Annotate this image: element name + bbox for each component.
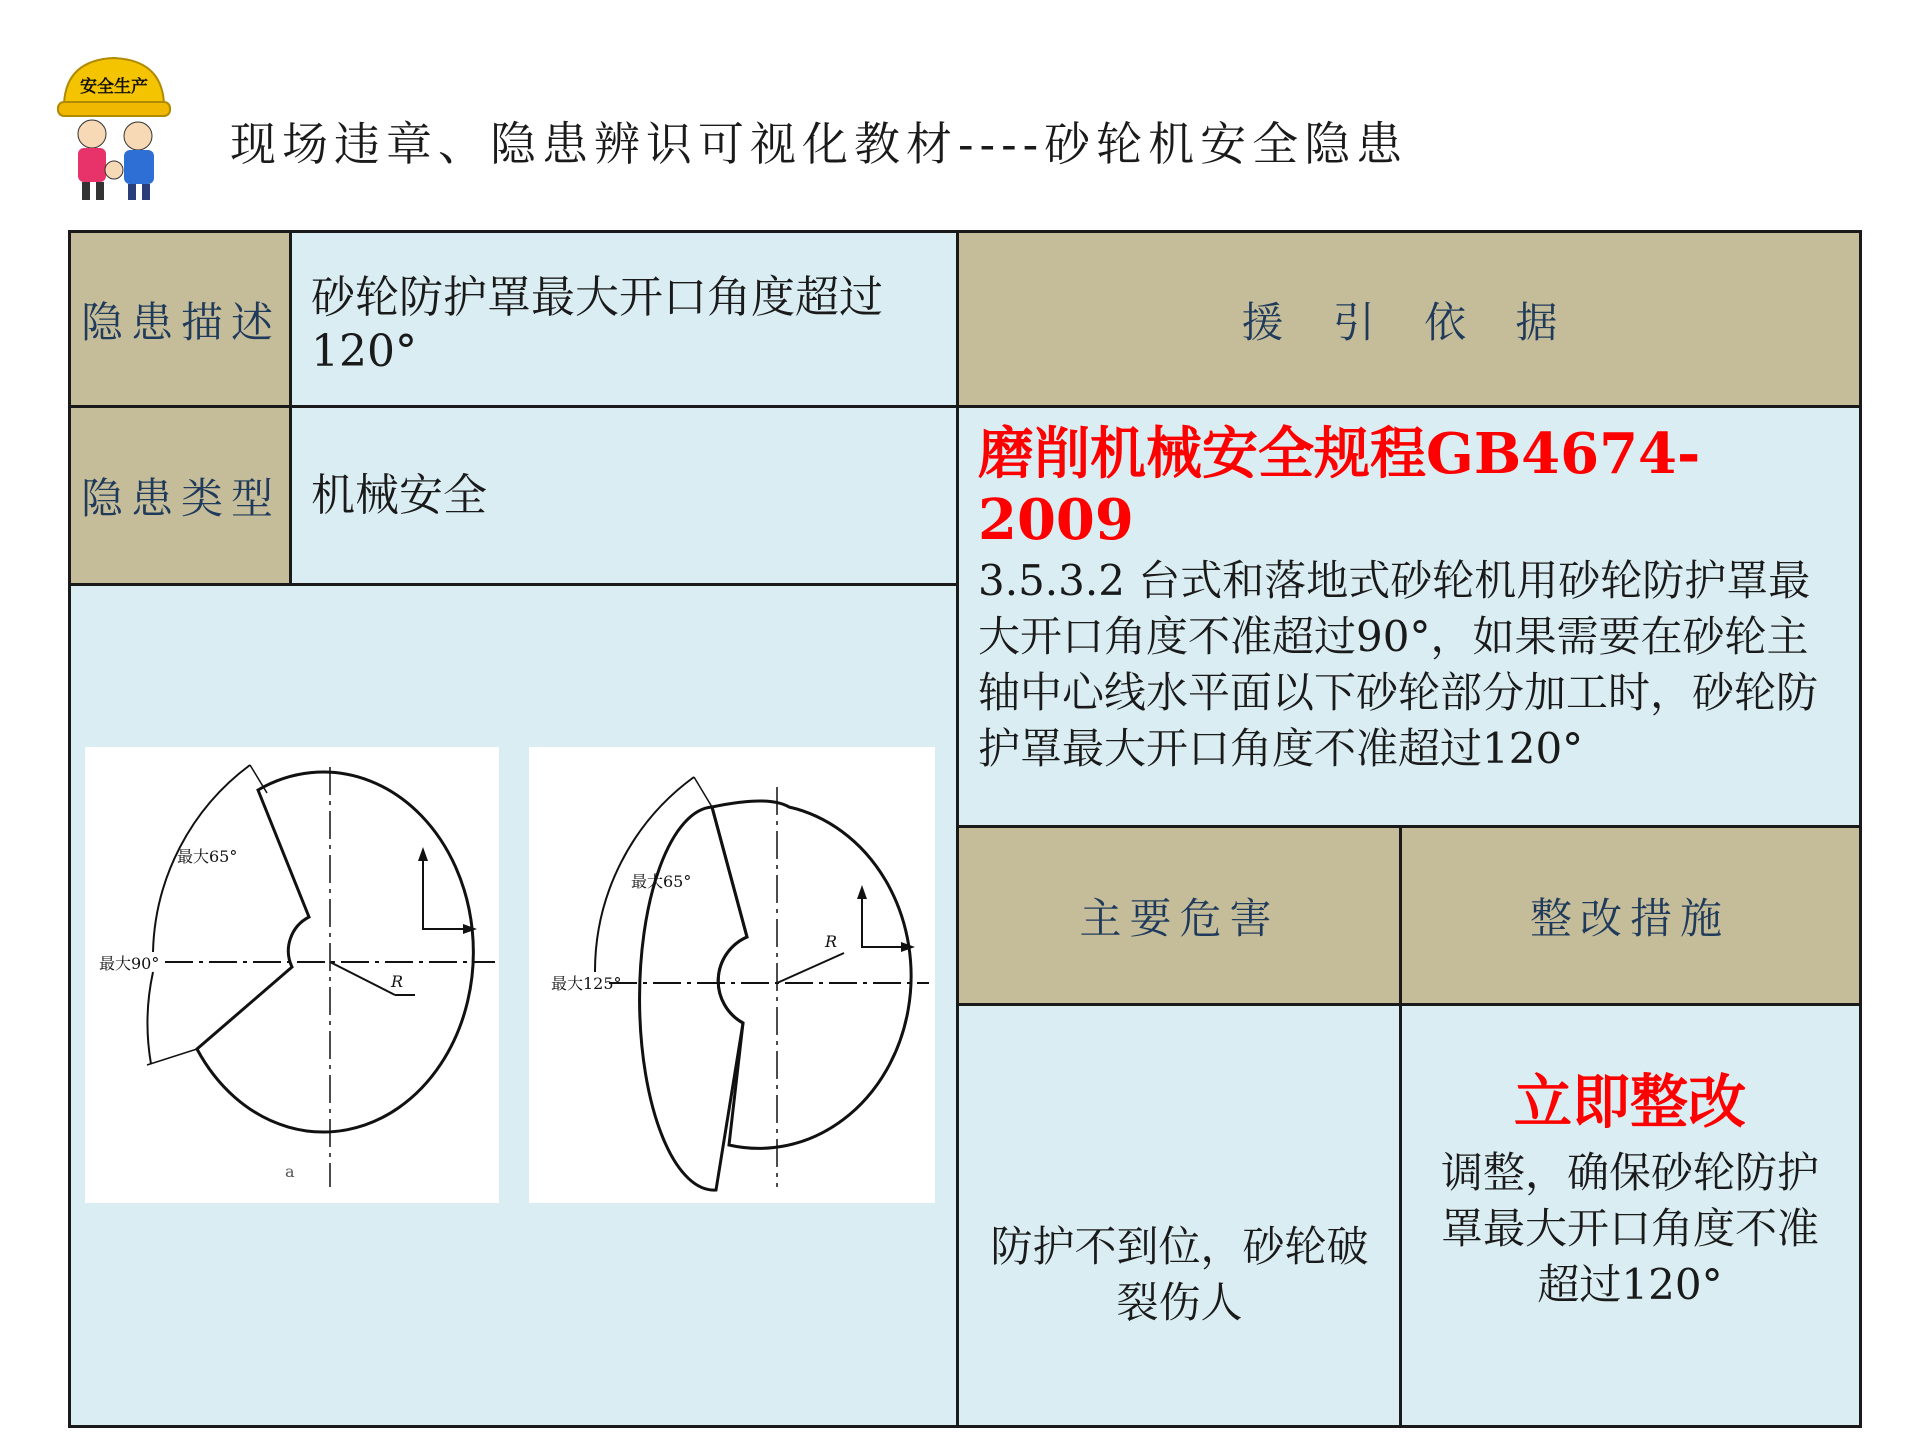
type-label: 隐患类型	[71, 407, 291, 585]
divider	[958, 1003, 1859, 1006]
harm-value: 防护不到位，砂轮破裂伤人	[990, 1222, 1369, 1327]
divider	[1399, 827, 1402, 1425]
divider	[71, 583, 958, 586]
safety-production-logo	[54, 52, 174, 204]
divider	[289, 233, 292, 585]
guard-diagram-a	[85, 747, 499, 1203]
radius-label: R	[825, 932, 838, 951]
max-65-label: 最大65°	[177, 847, 238, 866]
desc-label: 隐患描述	[71, 233, 291, 407]
reference-label: 援 引 依 据	[958, 233, 1859, 407]
page-title: 现场违章、隐患辨识可视化教材----砂轮机安全隐患	[230, 117, 1409, 171]
reference-body: 3.5.3.2 台式和落地式砂轮机用砂轮防护罩最大开口角度不准超过90°，如果需要在砂轮主轴中心线水平面以下砂轮部分加工时，砂轮防护罩最大开口角度不准超过120°	[978, 556, 1819, 773]
fix-label: 整改措施	[1401, 827, 1859, 1005]
max-125-label: 最大125°	[551, 974, 622, 993]
harm-label: 主要危害	[958, 827, 1401, 1005]
max-65-label: 最大65°	[631, 872, 692, 891]
guard-diagram-b	[529, 747, 935, 1203]
hazard-table	[68, 230, 1862, 1428]
logo-text: 安全生产	[80, 77, 148, 97]
reference-content	[958, 407, 1859, 827]
divider	[71, 405, 1859, 408]
fix-value: 调整，确保砂轮防护罩最大开口角度不准超过120°	[1440, 1148, 1819, 1309]
harm-content	[958, 1005, 1401, 1425]
fix-content	[1401, 1005, 1859, 1425]
type-value: 机械安全	[291, 407, 958, 585]
reference-title: 磨削机械安全规程GB4674-2009	[978, 421, 1701, 553]
divider	[956, 233, 959, 1425]
divider	[958, 825, 1859, 828]
radius-label: R	[391, 972, 404, 991]
diagram-caption: a	[285, 1162, 295, 1181]
fix-title: 立即整改	[1513, 1068, 1746, 1136]
desc-value: 砂轮防护罩最大开口角度超过120°	[291, 233, 958, 407]
max-90-label: 最大90°	[99, 954, 160, 973]
